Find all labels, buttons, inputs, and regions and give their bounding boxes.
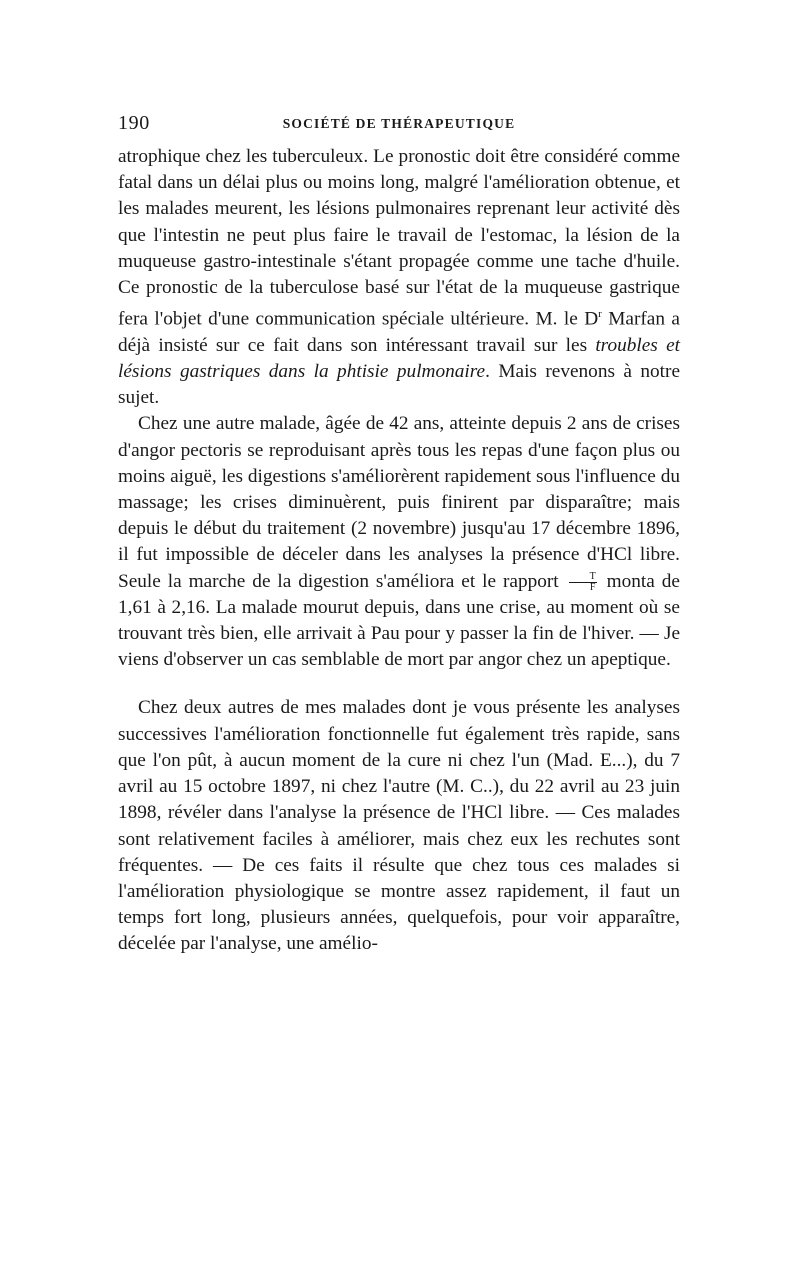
paragraph-3-text: Chez deux autres de mes malades dont je vous présente les analyses successives l'amélioration fonctionnelle fut également très rapide, sans que l'on pût, à aucun moment de la cure ni chez l'un (Mad. E...), du 7 avril au 15 octobre 1897, ni chez l'autre (M. C..), du 22 avril au 23 juin 1898, révéler dans l'analyse la présence de l'HCl libre. — Ces malades sont relativement faciles à améliorer, mais chez eux les rechutes sont fréquentes. — De ces faits il résulte que chez tous ces malades si l'amélioration physiologique se montre assez rapidement, il faut un temps fort long, plusieurs années, quelquefois, pour voir apparaître, décelée par l'analyse, une amélio- [118,697,680,955]
page-number: 190 [118,112,150,134]
paragraph-2-text-b: monta de 1,61 à 2,16. La malade mourut depuis, dans une crise, au moment où se trouvant très bien, elle arrivait à Pau pour y passer la fin de l'hiver. — Je viens d'observer un cas semblable de mort par angor chez un apeptique. [118,570,680,671]
running-title: SOCIÉTÉ DE THÉRAPEUTIQUE [282,116,516,131]
fraction-denominator: F [589,581,596,593]
fraction-numerator: T [569,572,597,583]
running-header [118,112,680,140]
paragraph-1 [118,144,680,411]
paragraph-3 [118,695,680,957]
paragraph-1-text-b: Marfan a déjà insisté sur ce fait dans son intéressant travail sur les [118,308,680,356]
book-page [118,112,680,958]
doctor-superscript: r [598,308,602,321]
paragraph-1-text-c: . Mais revenons à notre sujet. [118,361,681,409]
ratio-fraction [569,572,597,593]
paragraph-2-text-a: Chez une autre malade, âgée de 42 ans, atteinte depuis 2 ans de crises d'angor pectoris se reproduisant après tous les repas d'une façon plus ou moins aiguë, les digestions s'améliorèrent rapidement sous l'influence du massage; les crises diminuèrent, puis finirent par disparaître; mais depuis le début du traitement (2 novembre) jusqu'au 17 décembre 1896, il fut impossible de déceler dans les analyses la présence d'HCl libre. Seule la marche de la digestion s'améliora et le rapport [118,413,680,592]
paragraph-1-text-a: atrophique chez les tuberculeux. Le pronostic doit être considéré comme fatal dans un délai plus ou moins long, malgré l'amélioration obtenue, et les malades meurent, les lésions pulmonaires reprenant leur activité dès que l'intestin ne peut plus faire le travail de l'estomac, la lésion de la muqueuse gastro-intestinale s'étant propagée comme une tache d'huile. Ce pronostic de la tuberculose basé sur l'état de la muqueuse gastrique fera l'objet d'une communication spéciale ultérieure. M. le D [118,146,680,330]
cited-work-title: troubles et lésions gastriques dans la phtisie pulmonaire [118,334,680,383]
paragraph-2 [118,411,680,673]
